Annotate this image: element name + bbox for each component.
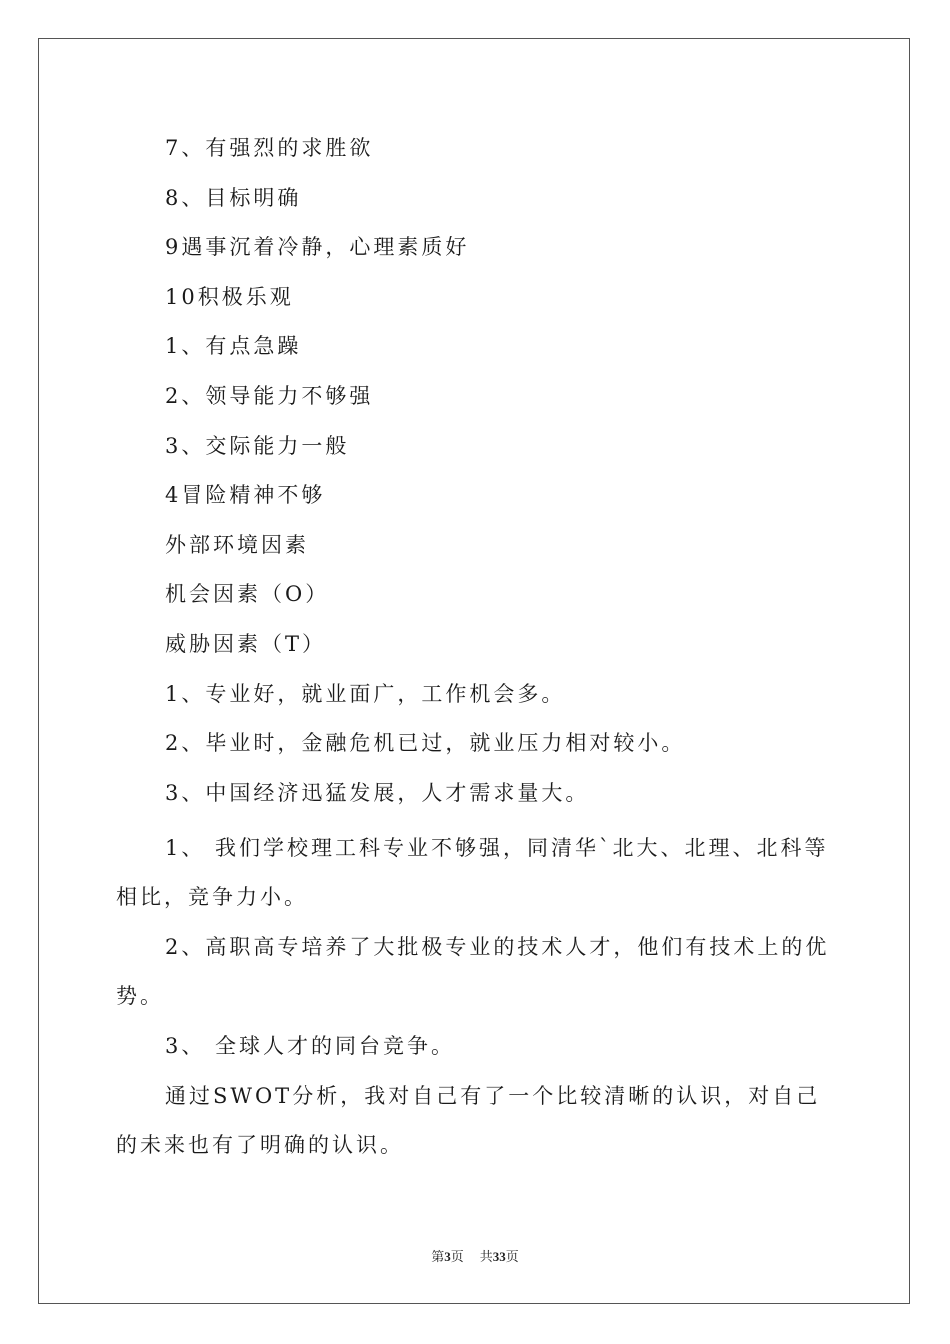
page-suffix: 页 xyxy=(450,1249,464,1264)
text-line: 3、中国经济迅猛发展，人才需求量大。 xyxy=(165,780,590,805)
text-line: 4冒险精神不够 xyxy=(165,483,326,508)
text-line: 10积极乐观 xyxy=(165,284,294,309)
total-suffix: 页 xyxy=(505,1249,519,1264)
text-paragraph: 3、 全球人才的同台竞争。 xyxy=(165,1034,456,1059)
text-line: 3、交际能力一般 xyxy=(165,433,350,458)
text-line: 7、有强烈的求胜欲 xyxy=(165,136,374,160)
text-line: 1、专业好，就业面广，工作机会多。 xyxy=(165,681,566,706)
text-line: 2、领导能力不够强 xyxy=(165,383,374,408)
text-line: 9遇事沉着冷静，心理素质好 xyxy=(165,235,470,260)
total-prefix: 共 xyxy=(479,1249,493,1264)
text-line: 8、目标明确 xyxy=(165,185,302,210)
text-paragraph: 通过SWOT分析，我对自己有了一个比较清晰的认识，对自己的未来也有了明确的认识。 xyxy=(116,1084,821,1158)
document-body xyxy=(116,130,838,1171)
text-line: 机会因素（O） xyxy=(165,582,330,607)
text-line: 威胁因素（T） xyxy=(165,631,327,656)
text-paragraph: 2、高职高专培养了大批极专业的技术人才，他们有技术上的优势。 xyxy=(116,935,830,1009)
page-footer xyxy=(0,1246,950,1265)
text-paragraph: 1、 我们学校理工科专业不够强，同清华`北大、北理、北科等相比，竞争力小。 xyxy=(116,836,829,910)
text-line: 外部环境因素 xyxy=(165,532,309,557)
text-line: 1、有点急躁 xyxy=(165,334,302,359)
page-prefix: 第 xyxy=(431,1249,445,1264)
page-number: 3 xyxy=(444,1249,451,1264)
text-line: 2、毕业时，金融危机已过，就业压力相对较小。 xyxy=(165,731,686,756)
total-pages: 33 xyxy=(492,1249,506,1264)
